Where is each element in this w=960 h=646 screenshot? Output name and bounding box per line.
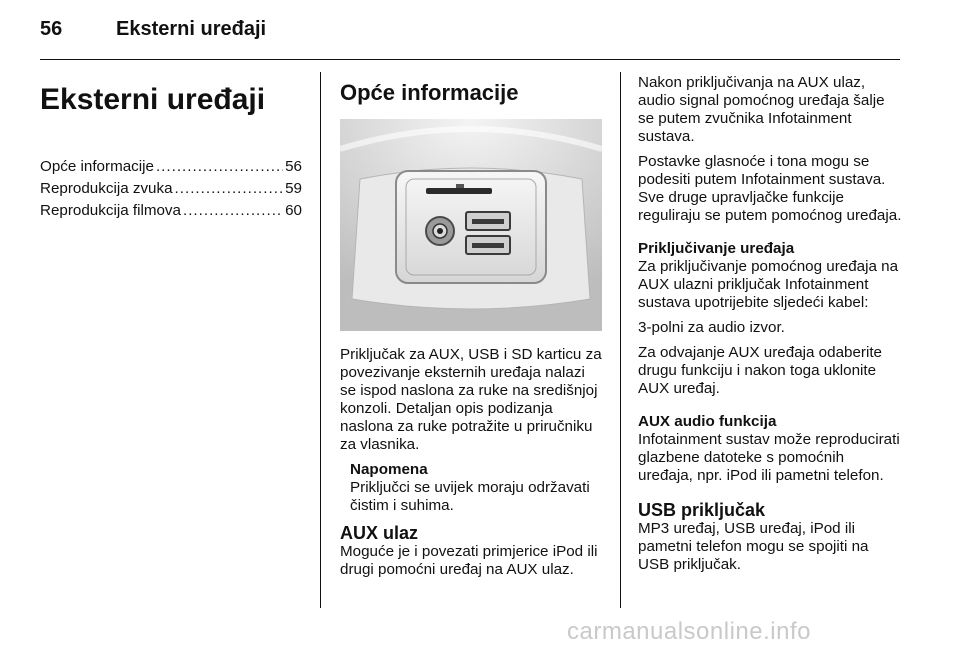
aux-continued-paragraph: Nakon priključivanja na AUX ulaz, audio signal pomoćnog uređaja šalje se putem zvučnika Infotainment sustava.	[638, 74, 885, 145]
disconnect-paragraph: Za odvajanje AUX uređaja odaberite drugu funkciju i nakon toga uklonite AUX uređaj.	[638, 344, 883, 397]
aux-volume-paragraph: Postavke glasnoće i tona mogu se podesiti putem Infotainment sustava. Sve druge upravljačke funkcije reguliraju se putem pomoćnog uređaja.	[638, 153, 902, 224]
toc-entry-page: 56	[285, 158, 302, 175]
toc-entry[interactable]	[40, 202, 302, 224]
column-general-info	[340, 72, 602, 579]
header-rule	[40, 59, 900, 60]
connecting-paragraph: Za priključivanje pomoćnog uređaja na AUX ulazni priključak Infotainment sustava upotrijebite sljedeći kabel:	[638, 258, 899, 311]
toc-leader-dots	[175, 180, 284, 198]
column-divider	[620, 72, 621, 608]
aux-jack-icon	[426, 217, 454, 245]
toc-entry-label: Reprodukcija filmova	[40, 202, 181, 219]
general-paragraph: Priključak za AUX, USB i SD karticu za povezivanje eksternih uređaja nalazi se ispod naslona za ruke na središnjoj konzoli. Detaljan opis podizanja naslona za ruke potražite u priručniku za vlasnika.	[340, 346, 602, 453]
column-divider	[320, 72, 321, 608]
table-of-contents	[40, 158, 302, 224]
watermark: carmanualsonline.info	[567, 618, 811, 645]
column-aux-usb	[638, 72, 902, 574]
column-chapter	[40, 72, 302, 224]
toc-entry-page: 60	[285, 202, 302, 219]
cable-paragraph: 3-polni za audio izvor.	[638, 319, 785, 336]
toc-leader-dots	[156, 158, 283, 176]
general-text	[340, 346, 602, 579]
toc-entry[interactable]	[40, 158, 302, 180]
note-text: Priključci se uvijek moraju održavati čistim i suhima.	[350, 479, 590, 514]
usb-paragraph: MP3 uređaj, USB uređaj, iPod ili pametni telefon mogu se spojiti na USB priključak.	[638, 520, 869, 573]
section-title-aux: AUX ulaz	[340, 523, 419, 543]
toc-entry-label: Reprodukcija zvuka	[40, 180, 173, 197]
aux-audio-paragraph: Infotainment sustav može reproducirati glazbene datoteke s pomoćnih uređaja, npr. iPod ili pametni telefon.	[638, 431, 900, 484]
header-title: Eksterni uređaji	[116, 18, 267, 40]
usb-port-icon	[466, 212, 510, 230]
page-header	[40, 14, 900, 44]
usb-port-icon	[466, 236, 510, 254]
section-title-usb: USB priključak	[638, 500, 766, 520]
chapter-title: Eksterni uređaji	[40, 83, 266, 116]
page-number: 56	[40, 18, 63, 40]
connector-panel-figure	[340, 119, 602, 331]
toc-leader-dots	[183, 202, 283, 220]
note-box	[350, 461, 602, 515]
toc-entry-label: Opće informacije	[40, 158, 154, 175]
toc-entry-page: 59	[285, 180, 302, 197]
section-title-general: Opće informacije	[340, 80, 519, 105]
connector-panel-illustration	[340, 119, 602, 331]
aux-paragraph: Moguće je i povezati primjerice iPod ili drugi pomoćni uređaj na AUX ulaz.	[340, 543, 598, 578]
toc-entry[interactable]	[40, 180, 302, 202]
subheading-connecting: Priključivanje uređaja	[638, 240, 795, 257]
note-title: Napomena	[350, 461, 428, 478]
subheading-aux-audio: AUX audio funkcija	[638, 413, 777, 430]
